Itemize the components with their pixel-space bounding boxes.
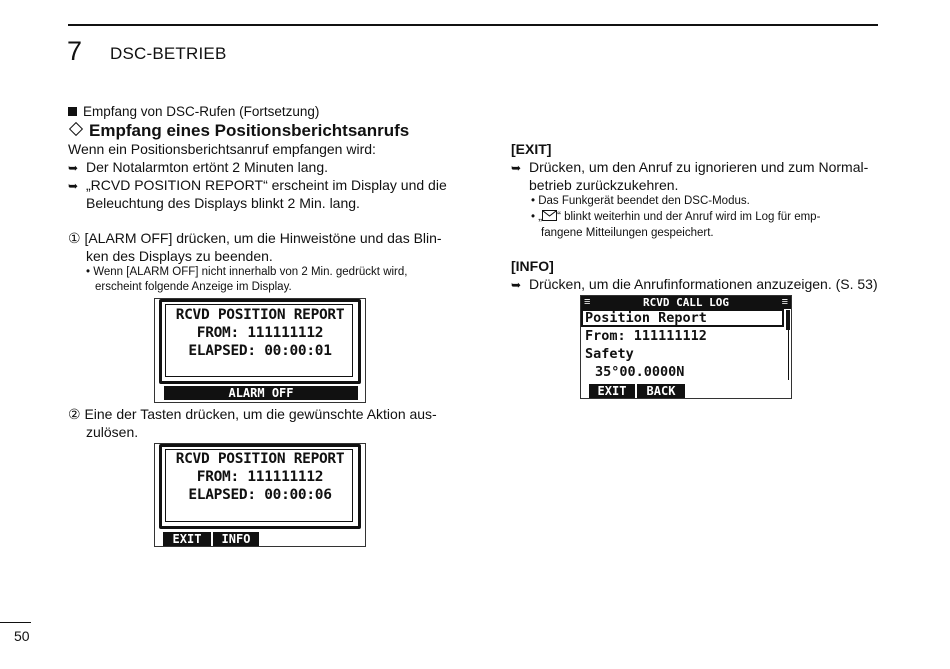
- footer-rule: [0, 622, 31, 623]
- lcd-title-bar: [581, 296, 791, 309]
- lcd-line: From: 111111112: [585, 328, 707, 344]
- arrow-icon: ➥: [511, 278, 522, 292]
- softkey-exit[interactable]: EXIT: [589, 384, 635, 398]
- section-note: Empfang von DSC-Rufen (Fortsetzung): [68, 103, 319, 121]
- softkey-alarm-off[interactable]: ALARM OFF: [164, 386, 358, 400]
- lcd-display-options: [154, 443, 366, 547]
- page-number: 50: [14, 628, 30, 644]
- header-rule: [68, 24, 878, 26]
- step-2: ② Eine der Tasten drücken, um die gewünschte Aktion aus-: [68, 406, 437, 422]
- step-1-note-cont: erscheint folgende Anzeige im Display.: [95, 281, 292, 293]
- intro-text: Wenn ein Positionsberichtsanruf empfangen wird:: [68, 141, 376, 157]
- softkey-exit[interactable]: EXIT: [163, 532, 211, 546]
- arrow-icon: ➥: [68, 161, 79, 175]
- menu-icon: ≡: [584, 296, 591, 308]
- step-1: ① [ALARM OFF] drücken, um die Hinweistöne und das Blin-: [68, 230, 442, 246]
- envelope-icon: [542, 210, 557, 221]
- arrow-icon: ➥: [511, 161, 522, 175]
- lcd-line: RCVD POSITION REPORT: [175, 307, 345, 323]
- diamond-icon: [69, 122, 83, 136]
- exit-note-1: • Das Funkgerät beendet den DSC-Modus.: [531, 195, 750, 207]
- lcd-call-log: [580, 295, 792, 399]
- lcd-line: FROM: 111111112: [196, 469, 324, 485]
- lcd-line: RCVD POSITION REPORT: [175, 451, 345, 467]
- step-1-note: • Wenn [ALARM OFF] nicht innerhalb von 2 Min. gedrückt wird,: [86, 266, 408, 278]
- bullet-2-cont: Beleuchtung des Displays blinkt 2 Min. lang.: [86, 195, 360, 211]
- lcd-title: RCVD CALL LOG: [642, 296, 730, 309]
- section-heading: Empfang eines Positionsberichtsanrufs: [68, 121, 409, 141]
- softkey-back[interactable]: BACK: [637, 384, 685, 398]
- step-1-cont: ken des Displays zu beenden.: [86, 248, 273, 264]
- bullet-1: ➥ Der Notalarmton ertönt 2 Minuten lang.: [68, 159, 329, 175]
- exit-heading: [EXIT]: [511, 141, 552, 157]
- square-bullet-icon: [68, 107, 77, 116]
- chapter-number: 7: [67, 36, 83, 66]
- lcd-line: Position Report: [585, 310, 707, 326]
- lcd-line: ELAPSED: 00:00:06: [188, 487, 332, 503]
- lcd-scrollbar[interactable]: [786, 310, 790, 330]
- exit-note-2-cont: fangene Mitteilungen gespeichert.: [541, 227, 714, 239]
- lcd-line: ELAPSED: 00:00:01: [188, 343, 332, 359]
- exit-line: ➥ Drücken, um den Anruf zu ignorieren und zum Normal-: [511, 159, 869, 175]
- bullet-2: ➥ „RCVD POSITION REPORT“ erscheint im Display und die: [68, 177, 447, 193]
- lcd-line: Safety: [585, 346, 634, 362]
- step-2-cont: zulösen.: [86, 424, 139, 440]
- chapter-title: DSC-BETRIEB: [110, 44, 227, 63]
- info-heading: [INFO]: [511, 258, 554, 274]
- lcd-line: 35°00.0000N: [595, 364, 685, 380]
- lcd-display-alarm: [154, 298, 366, 403]
- softkey-info[interactable]: INFO: [213, 532, 259, 546]
- exit-note-2: • „ “ blinkt weiterhin und der Anruf wird im Log für emp-: [531, 211, 821, 223]
- arrow-icon: ➥: [68, 179, 79, 193]
- exit-line-cont: betrieb zurückzukehren.: [529, 177, 679, 193]
- info-line: ➥ Drücken, um die Anrufinformationen anzuzeigen. (S. 53): [511, 276, 878, 292]
- menu-icon: ≡: [781, 296, 788, 308]
- lcd-line: FROM: 111111112: [196, 325, 324, 341]
